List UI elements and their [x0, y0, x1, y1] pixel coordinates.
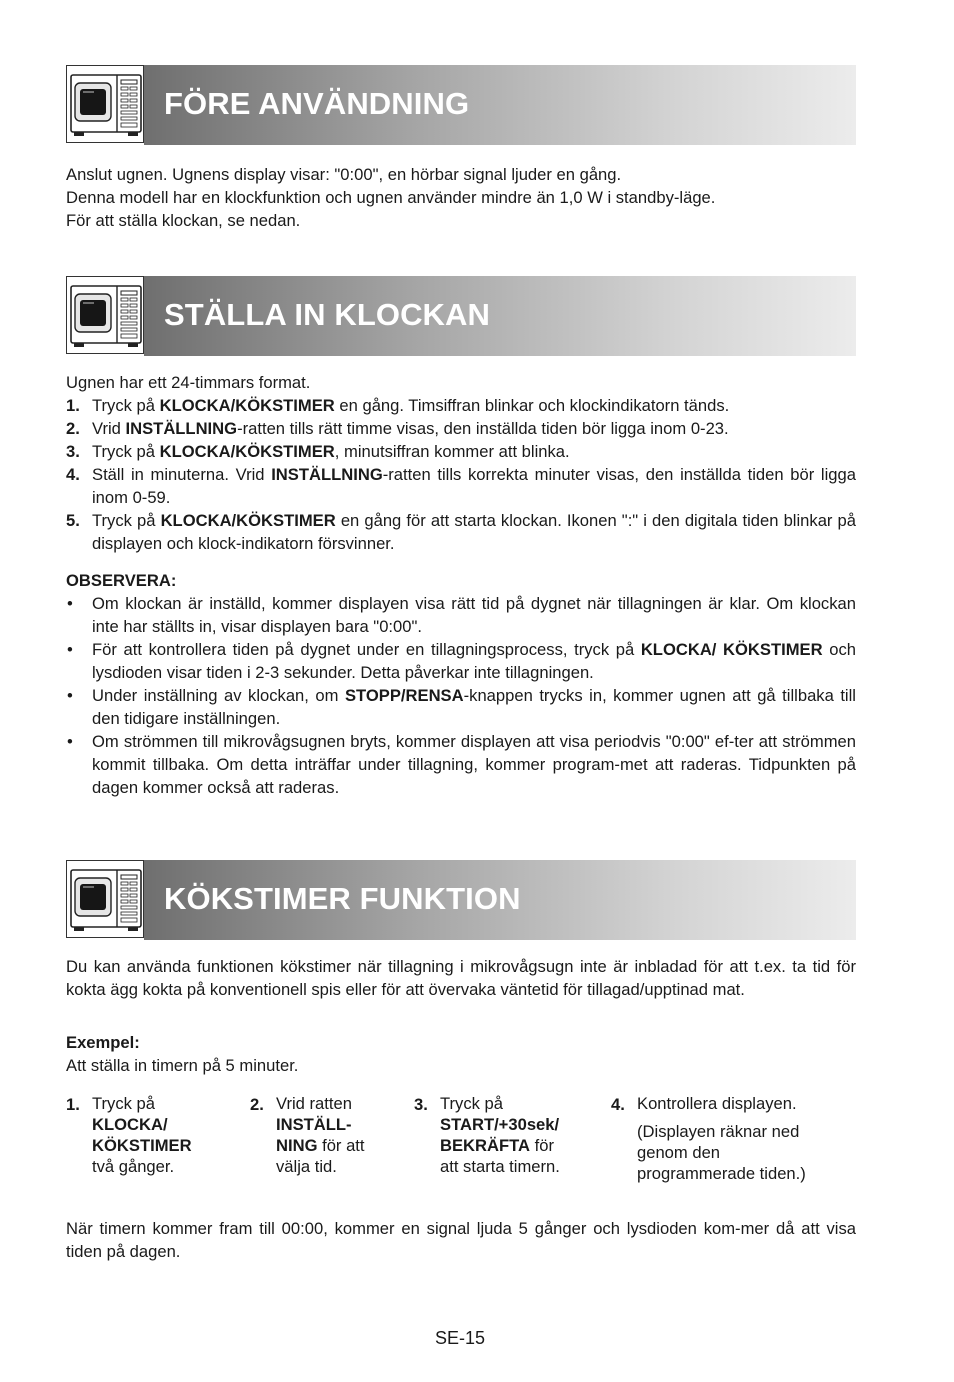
note-text: För att kontrollera tiden på dygnet under en tillagningsprocess, tryck på: [92, 640, 641, 659]
paragraph: För att ställa klockan, se nedan.: [66, 211, 301, 230]
step-subtext: (Displayen räknar ned genom den programmerade tiden.): [637, 1122, 806, 1183]
button-name: INSTÄLLNING: [125, 419, 238, 438]
observera-notes-list: [66, 592, 856, 799]
list-item: [66, 463, 856, 509]
list-item: [66, 440, 856, 463]
button-name: INSTÄLLNING: [271, 465, 383, 484]
button-name: NING: [276, 1136, 318, 1155]
list-item: [66, 592, 856, 638]
button-name: KLOCKA/: [92, 1115, 168, 1134]
list-item: [66, 394, 856, 417]
list-item: [66, 417, 856, 440]
note-text: Om klockan är inställd, kommer displayen visa rätt tid på dygnet när tillagningen är klar. Om klockan inte har ställts in, visar displayen bara "0:00".: [92, 594, 856, 636]
step-text: , minutsiffran kommer att blinka.: [334, 442, 570, 461]
step-text: att starta timern.: [440, 1157, 560, 1176]
step-text: en gång för att starta klockan. Ikonen ":" i den digitala tiden blinkar på displayen och klock-indikatorn försvinner.: [92, 511, 856, 553]
page-number: SE-15: [434, 1328, 486, 1348]
list-item: [66, 509, 856, 555]
intro-text: Du kan använda funktionen kökstimer när tillagning i mikrovågsugn inte är inbladad för att t.ex. ta tid för kokta ägg kokta på konventionell spis eller för att övervaka väntetid för tillagad/upptinad mat.: [66, 957, 856, 999]
section-header-kokstimer-funktion: [66, 860, 856, 940]
observera-block: [66, 569, 856, 799]
list-item: [66, 684, 856, 730]
outro-block: [66, 1217, 856, 1263]
step-number: 1.: [66, 396, 80, 415]
observera-label: OBSERVERA:: [66, 571, 177, 590]
step-number: 2.: [66, 419, 80, 438]
step-text: en gång. Timsiffran blinkar och klockindikatorn tänds.: [334, 396, 730, 415]
section-header-fore-anvandning: [66, 65, 856, 145]
step-number: 3.: [66, 442, 80, 461]
step-number: 3.: [414, 1095, 428, 1114]
step-text: -ratten tills rätt timme visas, den inställda tiden bör ligga inom 0-23.: [237, 419, 729, 438]
note-text: Om strömmen till mikrovågsugnen bryts, kommer displayen att visa periodvis "0:00" ef-ter att strömmen kommit tillbaka. Om detta inträffar under tillagning, kommer program-met att raderas. Tidpunkten på dagen kommer också att raderas.: [92, 732, 856, 797]
step-number: 4.: [66, 465, 80, 484]
button-name: STOPP/RENSA: [344, 686, 464, 705]
bullet: •: [67, 594, 73, 613]
example-block: [66, 1031, 856, 1077]
button-name: KLOCKA/KÖKSTIMER: [159, 396, 335, 415]
note-text: -knappen trycks in, kommer ugnen att gå tillbaka till den tidigare inställningen.: [92, 686, 856, 728]
button-name: KLOCKA/ KÖKSTIMER: [640, 640, 823, 659]
step-text: -ratten tills korrekta minuter visas, den inställda tiden bör ligga inom 0-59.: [92, 465, 856, 507]
note-text: och lysdioden visar tiden i 2-3 sekunder. Detta påverkar inte tillagningen.: [92, 640, 856, 682]
button-name: BEKRÄFTA: [440, 1136, 531, 1155]
step-text: Tryck på: [440, 1094, 504, 1113]
step-text: för: [530, 1136, 555, 1155]
section-body-stalla-in-klockan: [66, 371, 856, 555]
intro-text: Ugnen har ett 24-timmars format.: [66, 373, 311, 392]
section-title: STÄLLA IN KLOCKAN: [164, 297, 491, 332]
outro-text: När timern kommer fram till 00:00, kommer en signal ljuda 5 gånger och lysdioden kom-mer då att visa tiden på dagen.: [66, 1219, 856, 1261]
step-text: Ställ in minuterna. Vrid: [92, 465, 272, 484]
bullet: •: [67, 686, 73, 705]
step-text: välja tid.: [276, 1157, 337, 1176]
example-label: Exempel:: [66, 1033, 140, 1052]
microwave-oven-icon: [66, 860, 144, 938]
section-body-fore-anvandning: [66, 163, 856, 232]
section-body-kokstimer: [66, 955, 856, 1001]
button-name: KLOCKA/KÖKSTIMER: [160, 511, 336, 530]
note-text: Under inställning av klockan, om: [92, 686, 345, 705]
bullet: •: [67, 732, 73, 751]
button-name: KÖKSTIMER: [92, 1136, 192, 1155]
step-number: 1.: [66, 1095, 80, 1114]
step-text: Tryck på: [92, 396, 160, 415]
step-number: 2.: [250, 1095, 264, 1114]
section-header-stalla-in-klockan: [66, 276, 856, 356]
microwave-oven-icon: [66, 276, 144, 354]
step-text: Vrid: [92, 419, 126, 438]
button-name: INSTÄLL-: [276, 1115, 352, 1134]
list-item: [66, 638, 856, 684]
clock-steps-list: [66, 394, 856, 555]
step-text: Tryck på: [92, 1094, 156, 1113]
step-text: för att: [317, 1136, 365, 1155]
paragraph: Anslut ugnen. Ugnens display visar: "0:00", en hörbar signal ljuder en gång.: [66, 165, 622, 184]
step-text: två gånger.: [92, 1157, 175, 1176]
button-name: START/+30sek/: [440, 1115, 560, 1134]
section-title: KÖKSTIMER FUNKTION: [164, 881, 521, 916]
list-item: [66, 730, 856, 799]
bullet: •: [67, 640, 73, 659]
button-name: KLOCKA/KÖKSTIMER: [159, 442, 335, 461]
step-number: 4.: [611, 1095, 625, 1114]
step-text: Vrid ratten: [276, 1094, 352, 1113]
paragraph: Denna modell har en klockfunktion och ugnen använder mindre än 1,0 W i standby-läge.: [66, 188, 716, 207]
step-text: Tryck på: [92, 511, 161, 530]
step-number: 5.: [66, 511, 80, 530]
step-text: Tryck på: [92, 442, 160, 461]
example-text: Att ställa in timern på 5 minuter.: [66, 1056, 299, 1075]
microwave-oven-icon: [66, 65, 144, 143]
step-text: Kontrollera displayen.: [637, 1094, 797, 1113]
section-title: FÖRE ANVÄNDNING: [164, 86, 470, 121]
